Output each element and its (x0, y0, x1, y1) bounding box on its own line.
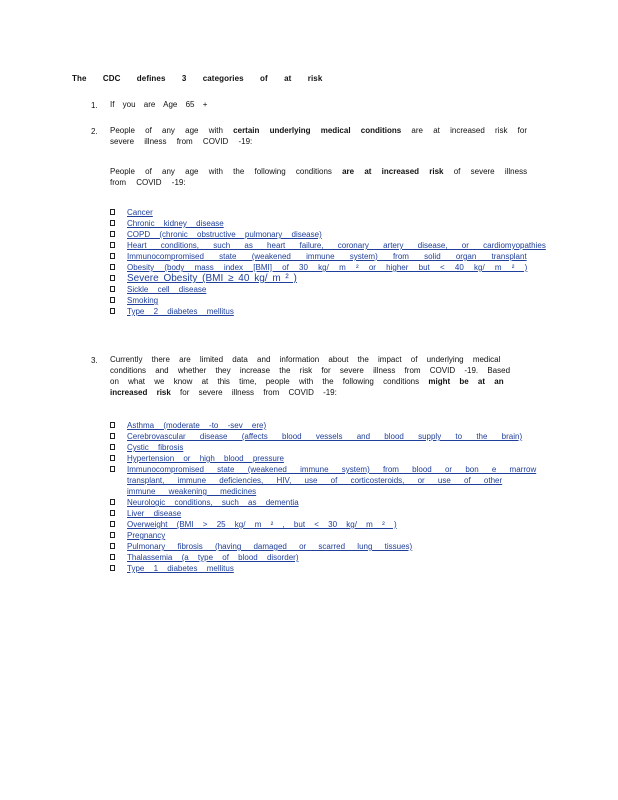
section-2-conditions-list (110, 207, 546, 317)
section-2-subintro (110, 166, 540, 188)
condition-link[interactable]: Cancer (127, 208, 153, 217)
condition-link[interactable]: Cystic fibrosis (127, 443, 184, 452)
checkbox-bullet (110, 422, 115, 428)
condition-link[interactable]: Overweight (BMI > 25 kg/ m ² , but < 30 kg/ m ² ) (127, 520, 397, 529)
list-item (110, 306, 546, 317)
section-1-number: 1. (91, 101, 98, 110)
list-item (110, 262, 546, 273)
condition-link[interactable]: Pulmonary fibrosis (having damaged or scarred lung tissues) (127, 542, 413, 551)
section-3-intro-pre: Currently there are limited data and information about the impact of underlying medical conditions and whether they increase the risk for severe illness from COVID -19. Based on what we know at this time, people with the following conditions (110, 355, 511, 386)
list-item (110, 464, 537, 497)
section-2-sub-pre: People of any age with the following conditions (110, 167, 343, 176)
checkbox-bullet (110, 455, 115, 461)
list-item (110, 218, 546, 229)
section-3-conditions-list (110, 420, 537, 574)
list-item (110, 284, 546, 295)
checkbox-bullet (110, 466, 115, 472)
condition-link[interactable]: Smoking (127, 296, 159, 305)
list-item (110, 431, 537, 442)
condition-link[interactable]: Neurologic conditions, such as dementia (127, 498, 299, 507)
section-3-intro-bold: might be at an increased risk (110, 377, 504, 397)
list-item (110, 207, 546, 218)
section-3-intro-post: for severe illness from COVID -19: (170, 388, 337, 397)
list-item (110, 497, 537, 508)
section-3-intro (110, 354, 525, 398)
condition-link[interactable]: Cerebrovascular disease (affects blood vessels and blood supply to the brain) (127, 432, 523, 441)
page-title: The CDC defines 3 categories of at risk (72, 74, 323, 83)
list-item (110, 251, 546, 262)
checkbox-bullet (110, 510, 115, 516)
section-2-sub-bold: are at increased risk (342, 167, 444, 176)
condition-link[interactable]: Pregnancy (127, 531, 166, 540)
condition-link[interactable]: COPD (chronic obstructive pulmonary disease) (127, 230, 322, 239)
checkbox-bullet (110, 286, 115, 292)
list-item (110, 541, 537, 552)
checkbox-bullet (110, 565, 115, 571)
condition-link[interactable]: Sickle cell disease (127, 285, 207, 294)
checkbox-bullet (110, 275, 115, 281)
condition-link[interactable]: Immunocompromised state (weakened immune system) from solid organ transplant (127, 252, 527, 261)
checkbox-bullet (110, 209, 115, 215)
section-2-intro-bold: certain underlying medical conditions (233, 126, 402, 135)
checkbox-bullet (110, 532, 115, 538)
checkbox-bullet (110, 242, 115, 248)
condition-link[interactable]: Asthma (moderate -to -sev ere) (127, 421, 267, 430)
condition-link[interactable]: Type 1 diabetes mellitus (127, 564, 234, 573)
list-item (110, 442, 537, 453)
checkbox-bullet (110, 220, 115, 226)
checkbox-bullet (110, 253, 115, 259)
section-2-number: 2. (91, 127, 98, 136)
checkbox-bullet (110, 499, 115, 505)
list-item (110, 295, 546, 306)
section-2-intro-pre: People of any age with (110, 126, 234, 135)
list-item (110, 453, 537, 464)
list-item (110, 530, 537, 541)
condition-link[interactable]: Type 2 diabetes mellitus (127, 307, 234, 316)
section-2-sub-post: of severe illness from COVID -19: (110, 167, 528, 187)
checkbox-bullet (110, 521, 115, 527)
checkbox-bullet (110, 231, 115, 237)
checkbox-bullet (110, 543, 115, 549)
checkbox-bullet (110, 297, 115, 303)
section-2-intro (110, 125, 540, 147)
list-item (110, 273, 546, 284)
section-1-text: If you are Age 65 + (110, 100, 208, 109)
list-item (110, 508, 537, 519)
list-item (110, 240, 546, 251)
section-3-number: 3. (91, 356, 98, 365)
condition-link[interactable]: Severe Obesity (BMI ≥ 40 kg/ m ² ) (127, 273, 297, 284)
list-item (110, 420, 537, 431)
section-2-intro-post: are at increased risk for severe illness from COVID -19: (110, 126, 528, 146)
condition-link[interactable]: Obesity (body mass index [BMI] of 30 kg/ m ² or higher but < 40 kg/ m ² ) (127, 263, 528, 272)
list-item (110, 563, 537, 574)
condition-link[interactable]: Heart conditions, such as heart failure, coronary artery disease, or cardiomyopathies (127, 241, 546, 250)
checkbox-bullet (110, 308, 115, 314)
condition-link[interactable]: Hypertension or high blood pressure (127, 454, 284, 463)
list-item (110, 519, 537, 530)
condition-link[interactable]: Thalassemia (a type of blood disorder) (127, 553, 299, 562)
condition-link[interactable]: Liver disease (127, 509, 182, 518)
checkbox-bullet (110, 433, 115, 439)
checkbox-bullet (110, 264, 115, 270)
list-item (110, 552, 537, 563)
condition-link[interactable]: Immunocompromised state (weakened immune system) from blood or bon e marrow transplant, immune deficiencies, HIV, use of corticosteroids, or use of other immune weakening medicines (127, 465, 537, 496)
checkbox-bullet (110, 444, 115, 450)
checkbox-bullet (110, 554, 115, 560)
list-item (110, 229, 546, 240)
condition-link[interactable]: Chronic kidney disease (127, 219, 224, 228)
